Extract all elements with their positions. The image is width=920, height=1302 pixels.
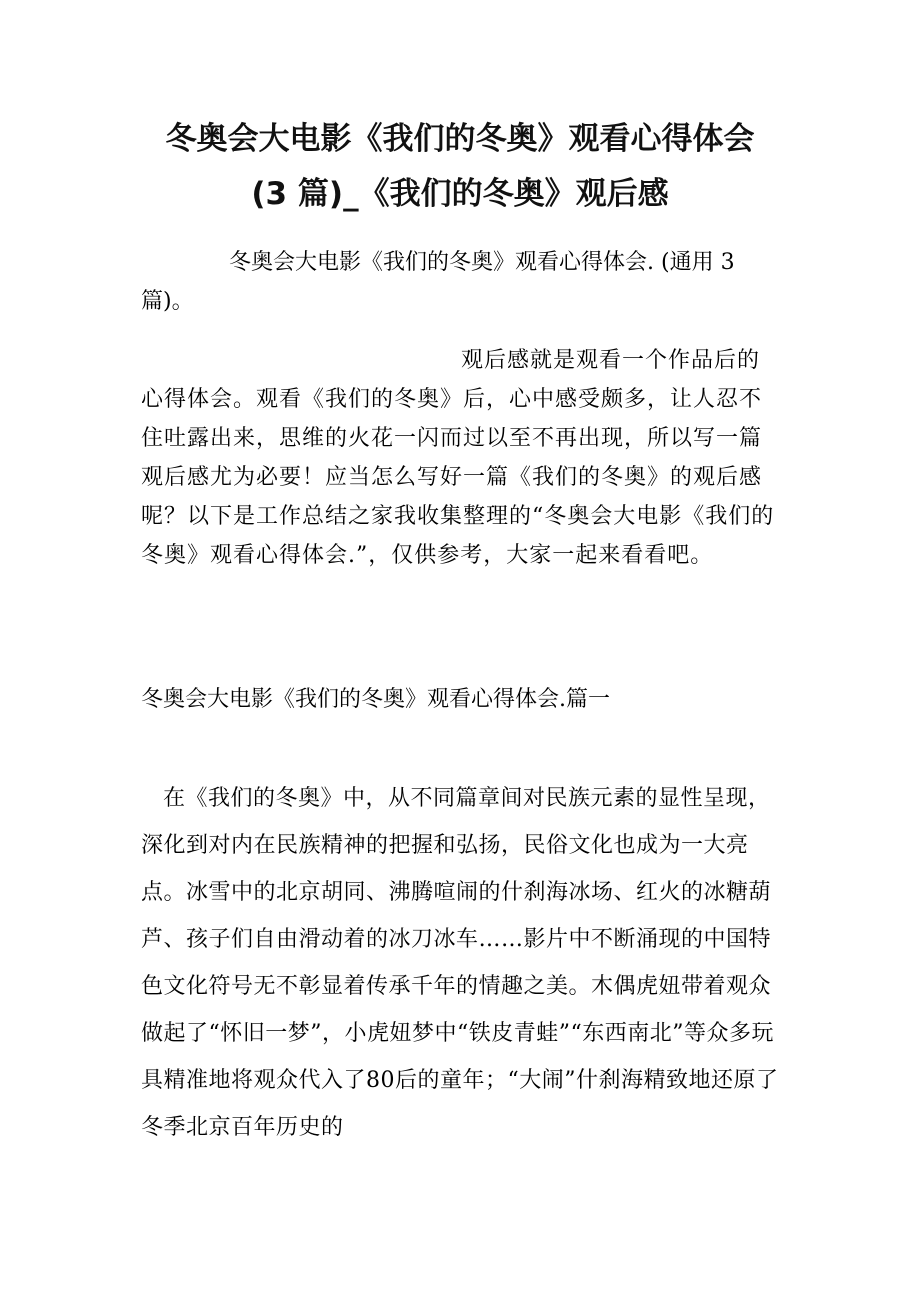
preface-paragraph: 观后感就是观看一个作品后的心得体会。观看《我们的冬奥》后，心中感受颇多，让人忍不住吐露出来，思维的火花一闪而过以至不再出现，所以写一篇观后感尤为必要！应当怎么写好一篇《我们的冬奥》的观后感呢？以下是工作总结之家我收集整理的“冬奥会大电影《我们的冬奥》观看心得体会.”，仅供参考，大家一起来看看吧。 xyxy=(141,348,775,568)
intro-paragraph: 冬奥会大电影《我们的冬奥》观看心得体会. (通用 3 篇)。 xyxy=(141,250,735,314)
title-line-2: (3 篇)_《我们的冬奥》观后感 xyxy=(251,176,669,212)
title-line-1: 冬奥会大电影《我们的冬奥》观看心得体会 xyxy=(165,121,755,157)
section-heading: 冬奥会大电影《我们的冬奥》观看心得体会.篇一 xyxy=(141,687,610,712)
article-paragraph: 在《我们的冬奥》中，从不同篇章间对民族元素的显性呈现，深化到对内在民族精神的把握和弘扬，民俗文化也成为一大亮点。冰雪中的北京胡同、沸腾喧闹的什刹海冰场、红火的冰糖葫芦、孩子们自由滑动着的冰刀冰车……影片中不断涌现的中国特色文化符号无不彰显着传承千年的情趣之美。木偶虎妞带着观众做起了“怀旧一梦”，小虎妞梦中“铁皮青蛙”“东西南北”等众多玩具精准地将观众代入了80后的童年；“大闹”什刹海精致地还原了冬季北京百年历史的 xyxy=(141,786,779,1140)
page-title xyxy=(100,112,820,222)
